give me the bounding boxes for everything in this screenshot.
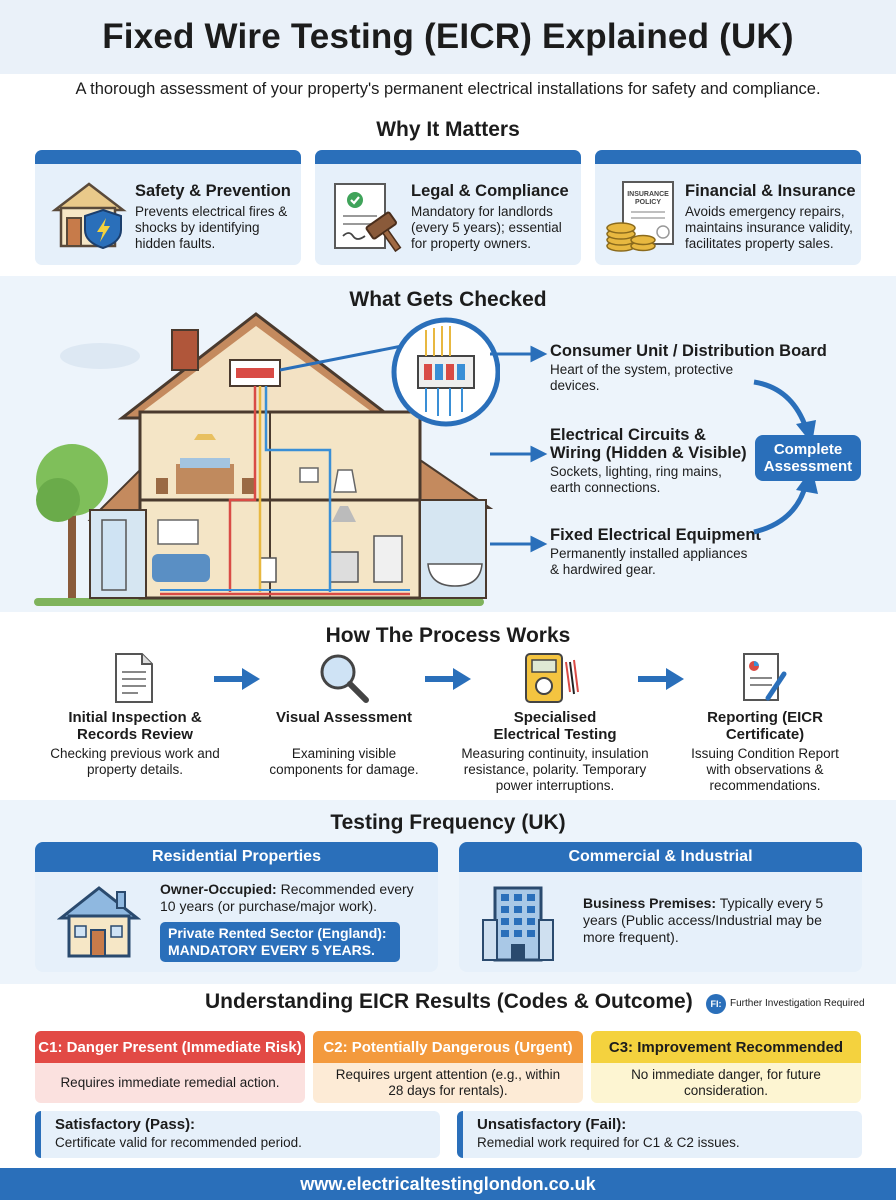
code-card-c1 [35,1031,305,1103]
outcome-fail [457,1111,862,1158]
owner-occupied-label: Owner-Occupied: [160,881,277,897]
process-heading: How The Process Works [325,624,571,647]
check-item-text: Sockets, lighting, ring mains, earth connections. [550,464,722,495]
rented-sector-label: Private Rented Sector (England): [168,925,387,941]
why-card-title: Legal & Compliance [411,182,569,200]
why-card-title: Financial & Insurance [685,182,856,200]
complete-assessment-badge: Complete Assessment [755,435,861,481]
why-card-text: Mandatory for landlords (every 5 years); essential for property owners. [411,204,562,251]
outcome-text: Certificate valid for recommended period. [55,1135,302,1150]
office-building-icon [481,884,555,964]
checked-heading: What Gets Checked [349,288,547,311]
rented-sector-mandate: MANDATORY EVERY 5 YEARS. [168,942,375,958]
code-title: C2: Potentially Dangerous (Urgent) [313,1031,583,1063]
arrow-right-icon [214,668,260,690]
document-icon [112,652,156,704]
code-text: Requires immediate remedial action. [35,1063,305,1103]
business-premises-text: Typically every 5 years (Public access/Industrial may be more frequent). [583,895,824,945]
why-card-financial [595,150,861,265]
process-step-title: Specialised Electrical Testing [493,709,617,743]
code-title: C3: Improvement Recommended [591,1031,861,1063]
fi-badge: FI: [706,994,726,1014]
house-shield-icon [49,180,129,250]
page-title: Fixed Wire Testing (EICR) Explained (UK) [0,0,896,74]
check-item-text: Heart of the system, protective devices. [550,362,734,393]
why-card-text: Prevents electrical fires & shocks by identifying hidden faults. [135,204,288,251]
multimeter-icon [520,652,582,704]
why-card-text: Avoids emergency repairs, maintains insurance validity, facilitates property sales. [685,204,853,251]
process-step-title: Visual Assessment [276,709,412,726]
code-card-c3 [591,1031,861,1103]
check-item-title: Consumer Unit / Distribution Board [550,342,827,360]
check-item-title: Fixed Electrical Equipment [550,526,761,544]
why-card-legal [315,150,581,265]
outcome-text: Remedial work required for C1 & C2 issues. [477,1135,740,1150]
arrow-right-icon [638,668,684,690]
residential-card [35,842,438,972]
magnifier-icon [318,652,370,704]
frequency-heading: Testing Frequency (UK) [330,811,566,834]
report-icon [740,652,790,704]
why-card-safety [35,150,301,265]
footer-url-link[interactable]: www.electricaltestinglondon.co.uk [0,1168,896,1200]
house-cutaway-illustration [30,300,500,612]
business-premises-label: Business Premises: [583,895,717,911]
code-text: No immediate danger, for future consideration. [591,1063,861,1103]
process-step-text: Measuring continuity, insulation resistance, polarity. Temporary power interruptions. [461,746,649,793]
code-text: Requires urgent attention (e.g., within 28 days for rentals). [313,1063,583,1103]
commercial-title: Commercial & Industrial [459,842,862,872]
code-card-c2 [313,1031,583,1103]
check-item-title: Electrical Circuits & Wiring (Hidden & Visible) [550,426,747,462]
process-step-text: Examining visible components for damage. [269,746,419,777]
rented-sector-badge [160,922,400,962]
policy-label: POLICY [634,199,662,206]
process-step-title: Reporting (EICR Certificate) [707,709,823,743]
why-card-title: Safety & Prevention [135,182,291,200]
process-step-text: Issuing Condition Report with observations & recommendations. [691,746,839,793]
process-step-text: Checking previous work and property details. [50,746,220,777]
owner-occupied-text: Recommended every 10 years (or purchase/major work). [160,881,414,914]
page-subtitle: A thorough assessment of your property's permanent electrical installations for safety and compliance. [75,80,821,98]
commercial-card [459,842,862,972]
residential-title: Residential Properties [35,842,438,872]
results-heading: Understanding EICR Results (Codes & Outcome) [205,990,693,1013]
code-title: C1: Danger Present (Immediate Risk) [35,1031,305,1063]
check-item-text: Permanently installed appliances & hardwired gear. [550,546,748,577]
why-heading: Why It Matters [376,118,520,141]
insurance-coins-icon [603,178,679,254]
process-step-title: Initial Inspection & Records Review [68,709,202,743]
gavel-document-icon [325,178,405,254]
house-icon [57,884,141,958]
insurance-label: INSURANCE [627,191,669,198]
check-pointer-arrows [488,340,548,560]
outcome-title: Satisfactory (Pass): [55,1116,196,1133]
outcome-title: Unsatisfactory (Fail): [477,1116,627,1133]
fi-text: Further Investigation Required [730,998,865,1009]
outcome-pass [35,1111,440,1158]
arrow-right-icon [425,668,471,690]
